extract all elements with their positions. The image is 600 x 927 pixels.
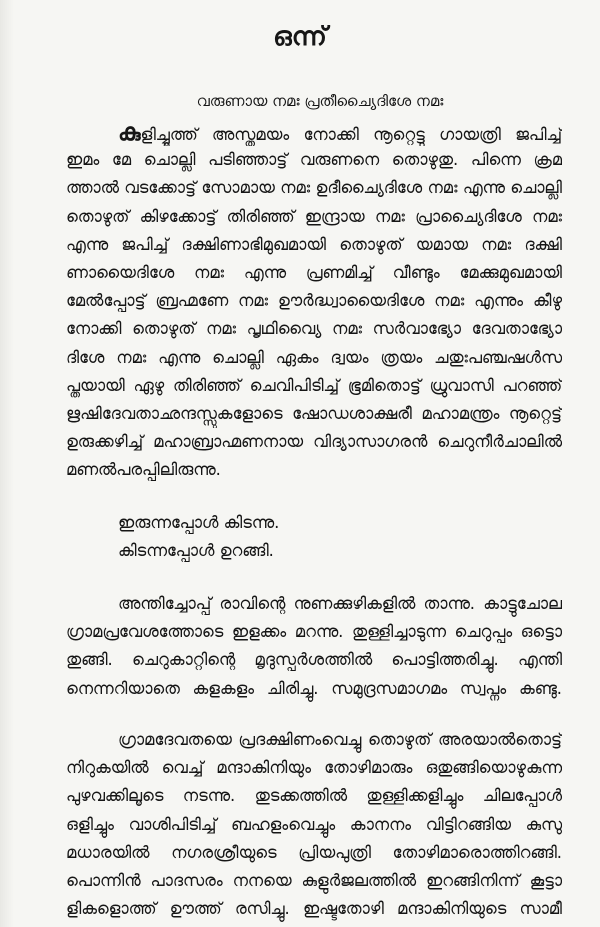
text-line: മണൽപരപ്പിലിരുന്നു. [66,460,221,480]
page-edge-shadow [0,0,14,927]
text-line: നെന്നറിയാതെ കളകളം ചിരിച്ചു. സമുദ്രസമാഗമം സ്വപ്നം കണ്ടു. [66,678,562,698]
text-line: അന്തിച്ചോപ്പ് രാവിന്റെ നുണക്കുഴികളിൽ താന്നു. കാട്ടുചോല [118,594,562,613]
text-line: പ്തയായി ഏഴു തിരിഞ്ഞ് ചെവിപിടിച്ച് ഭൂമിതൊട്ട് ധ്രുവാസി പറഞ്ഞ് [66,375,562,395]
paragraph-1 [66,118,562,484]
text-line: ണായൈദിശേ നമഃ എന്നു പ്രണമിച്ച് വീണ്ടും മേക്കുമുഖമായി [66,262,562,282]
text-line: തുങ്ങി. ചെറുകാറ്റിന്റെ മൃദുസ്പർശത്തിൽ പൊട്ടിത്തരിച്ചു. എന്തി [66,650,562,670]
text-line: ഗ്രാമദേവതയെ പ്രദക്ഷിണംവെച്ചു തൊഴുത് അരയാൽതൊട്ട് [118,730,562,749]
text-line: ഉരുക്കഴിച്ച് മഹാബ്രാഹ്മണനായ വിദ്യാസാഗരൻ ചെറുനീർചാലിൽ [66,432,562,452]
text-line: ഒളിച്ചും വാശിപിടിച്ച് ബഹളംവെച്ചും കാനനം വിട്ടിറങ്ങിയ കുസു [66,814,562,834]
drop-cap: കു [118,118,141,146]
text-line: മേൽപ്പോട്ട് ബ്രഹ്മണേ നമഃ ഊർദ്ധ്വായൈദിശേ നമഃ എന്നും കീഴു [66,291,562,311]
text-line: ളികളൊത്ത് ഊത്ത് രസിച്ചു. ഇഷ്ടതോഴി മന്ദാകിനിയുടെ സാമീ [66,899,562,919]
poem-line: ഇരുന്നപ്പോൾ കിടന്നു. [118,513,280,532]
poem-line: കിടന്നപ്പോൾ ഉറങ്ങി. [118,541,274,561]
chapter-title: ഒന്ന് [273,22,327,52]
text-line: ദിശേ നമഃ എന്നു ചൊല്ലി ഏകം ദ്വയം ത്രയം ചതുഃപഞ്ചഷൾസ [66,347,562,367]
text-line: ഇമം മേ ചൊല്ലി പടിഞ്ഞാട്ട് വരുണനെ തൊഴുതു. പിന്നെ ക്രമ [66,150,562,170]
text-line: നോക്കി തൊഴുത് നമഃ പൃഥിവ്യൈ നമഃ സർവാഭ്യോ ദേവതാഭ്യോ [66,319,562,339]
paragraph-3 [66,726,562,923]
text-line-content: ളിച്ചൂത്ത് അസ്തമയം നോക്കി നൂറ്റെട്ടു ഗായത്രി ജപിച്ച് [140,125,562,144]
text-line: മധാരയിൽ നഗരശ്രീയുടെ പ്രിയപുത്രി തോഴിമാരൊത്തിറങ്ങി. [66,842,562,862]
text-line: എന്നു ജപിച്ച് ദക്ഷിണാഭിമുഖമായി തൊഴുത് യമായ നമഃ ദക്ഷി [66,234,562,254]
text-line: പുഴവക്കിലൂടെ നടന്നു. തുടക്കത്തിൽ തുള്ളിക്കളിച്ചും ചിലപ്പോൾ [66,786,562,806]
text-line: ത്താൽ വടക്കോട്ട് സോമായ നമഃ ഉദീച്യൈദിശേ നമഃ എന്നു ചൊല്ലി [66,178,562,198]
epigraph: വരുണായ നമഃ പ്രതീച്യൈദിശേ നമഃ [196,92,444,110]
paragraph-2 [66,590,562,703]
text-line: തൊഴുത് കിഴക്കോട്ട് തിരിഞ്ഞ് ഇന്ദ്രായ നമഃ പ്രാച്യൈദിശേ നമഃ [66,206,562,226]
poem [66,509,562,565]
text-line: ഗ്രാമപ്രവേശത്തോടെ ഇളക്കം മറന്നു. തുള്ളിച്ചാടുന്ന ചെറുപ്പം ഒട്ടൊ [66,622,562,642]
text-line: നിറുകയിൽ വെച്ച് മന്ദാകിനിയും തോഴിമാരും ഒതുങ്ങിയൊഴുകുന്ന [66,758,562,778]
text-line [66,118,562,146]
text-line: പൊന്നിൻ പാദസരം നനയെ കുളുർജലത്തിൽ ഇറങ്ങിനിന്ന് കൂട്ടാ [66,870,562,890]
text-line: ഋഷിദേവതാഛന്ദസ്സുകളോടെ ഷോഡശാക്ഷരീ മഹാമന്ത്രം നൂറ്റെട്ട് [66,403,562,423]
